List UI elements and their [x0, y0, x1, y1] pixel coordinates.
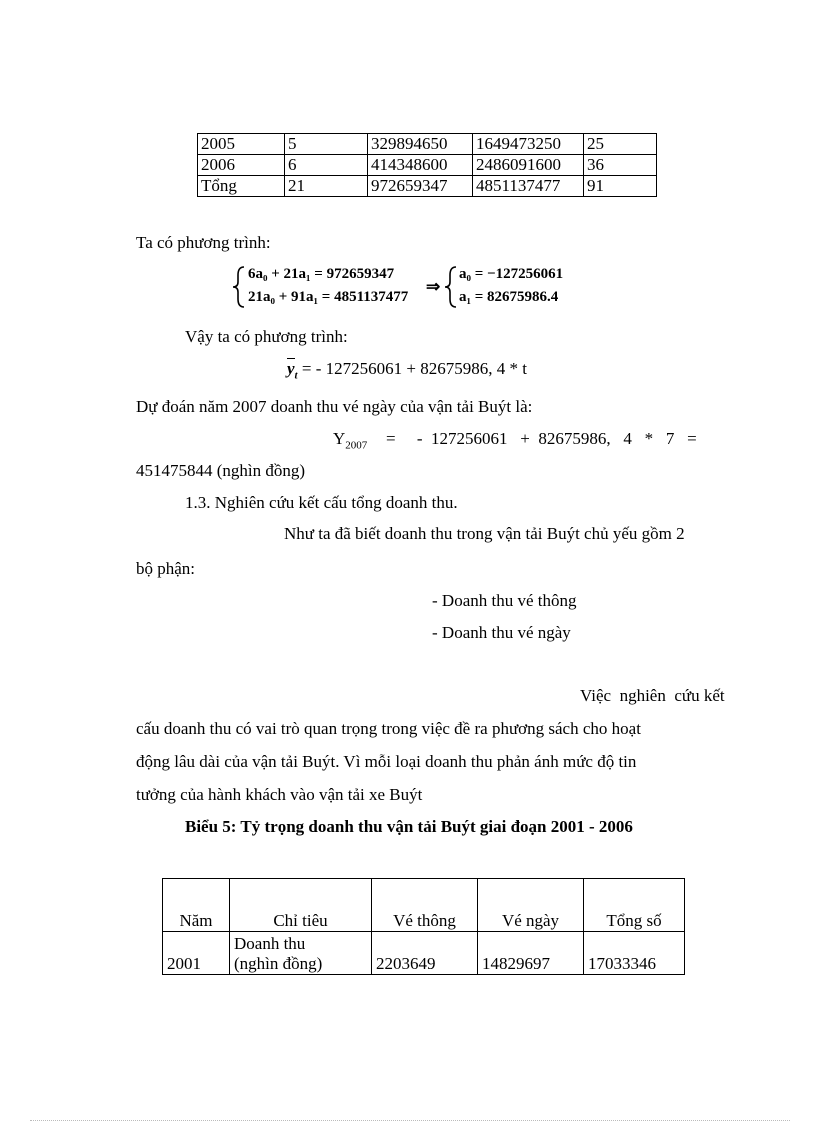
table-cell: 972659347	[368, 176, 473, 197]
forecast-intro: Dự đoán năm 2007 doanh thu vé ngày của vận tải Buýt là:	[136, 397, 533, 416]
solution-a0: a₀ = −127256061	[459, 266, 564, 282]
header-total: Tổng số	[584, 879, 685, 932]
forecast-year: 2007	[345, 439, 368, 452]
equation-system	[230, 263, 590, 311]
indicator-line-1: Doanh thu	[234, 934, 306, 953]
bullet-item: - Doanh thu vé ngày	[432, 623, 571, 642]
table-row	[163, 932, 685, 975]
paragraph-1-line-2: bộ phận:	[136, 559, 196, 578]
header-ve-thong: Vé thông	[372, 879, 478, 932]
page-bottom-divider	[30, 1120, 790, 1121]
cell-year: 2001	[163, 932, 230, 975]
forecast-expression: = - 127256061 + 82675986, 4 * 7 =	[386, 429, 697, 448]
table-header-row	[163, 879, 685, 932]
cell-ve-ngay: 14829697	[478, 932, 584, 975]
table-row	[198, 176, 657, 197]
table-cell: 5	[285, 134, 368, 155]
table-cell: 91	[584, 176, 657, 197]
paragraph-2-line-3: động lâu dài của vận tải Buýt. Vì mỗi loại doanh thu phản ánh mức độ tin	[136, 752, 637, 771]
header-indicator: Chỉ tiêu	[230, 879, 372, 932]
paragraph-2-line-4: tưởng của hành khách vào vận tải xe Buýt	[136, 785, 423, 804]
table-cell: 2005	[198, 134, 285, 155]
implies-arrow: ⇒	[426, 277, 441, 296]
paragraph-2-line-2: cấu doanh thu có vai trò quan trọng trong việc đề ra phương sách cho hoạt	[136, 719, 641, 738]
equation-intro: Ta có phương trình:	[136, 233, 271, 252]
table-cell: 329894650	[368, 134, 473, 155]
trend-lhs: y	[287, 359, 295, 378]
forecast-result: 451475844 (nghìn đồng)	[136, 461, 306, 480]
paragraph-1-line-1: Như ta đã biết doanh thu trong vận tải Buýt chủ yếu gồm 2	[284, 524, 685, 543]
cell-indicator	[230, 932, 372, 975]
bullet-item: - Doanh thu vé thông	[432, 591, 577, 610]
paragraph-2-line-1: Việc nghiên cứu kết	[580, 686, 725, 705]
cell-ve-thong: 2203649	[372, 932, 478, 975]
table-row	[198, 155, 657, 176]
summary-table	[197, 133, 657, 197]
trend-equation	[287, 359, 527, 381]
chart-title: Biểu 5: Tỷ trọng doanh thu vận tải Buýt giai đoạn 2001 - 2006	[185, 817, 633, 836]
section-heading: 1.3. Nghiên cứu kết cấu tổng doanh thu.	[185, 493, 458, 512]
indicator-line-2: (nghìn đồng)	[234, 954, 323, 973]
table-cell: 6	[285, 155, 368, 176]
table-cell: 21	[285, 176, 368, 197]
equation-2: 21a₀ + 91a₁ = 4851137477	[248, 289, 409, 305]
trend-rhs: = - 127256061 + 82675986, 4 * t	[301, 359, 527, 378]
solution-a1: a₁ = 82675986.4	[459, 289, 559, 305]
equation-1: 6a₀ + 21a₁ = 972659347	[248, 266, 395, 282]
forecast-label	[333, 429, 367, 451]
table-cell: 36	[584, 155, 657, 176]
cell-total: 17033346	[584, 932, 685, 975]
table-cell: 2486091600	[473, 155, 584, 176]
table-cell: 2006	[198, 155, 285, 176]
revenue-share-table	[162, 878, 685, 975]
table-cell: Tổng	[198, 176, 285, 197]
header-year: Năm	[163, 879, 230, 932]
table-cell: 414348600	[368, 155, 473, 176]
table-row	[198, 134, 657, 155]
left-brace-icon	[230, 265, 250, 309]
table-cell: 4851137477	[473, 176, 584, 197]
header-ve-ngay: Vé ngày	[478, 879, 584, 932]
conclusion-intro: Vậy ta có phương trình:	[185, 327, 348, 346]
table-cell: 1649473250	[473, 134, 584, 155]
forecast-y: Y	[333, 429, 346, 448]
table-cell: 25	[584, 134, 657, 155]
trend-subscript: t	[294, 369, 298, 382]
